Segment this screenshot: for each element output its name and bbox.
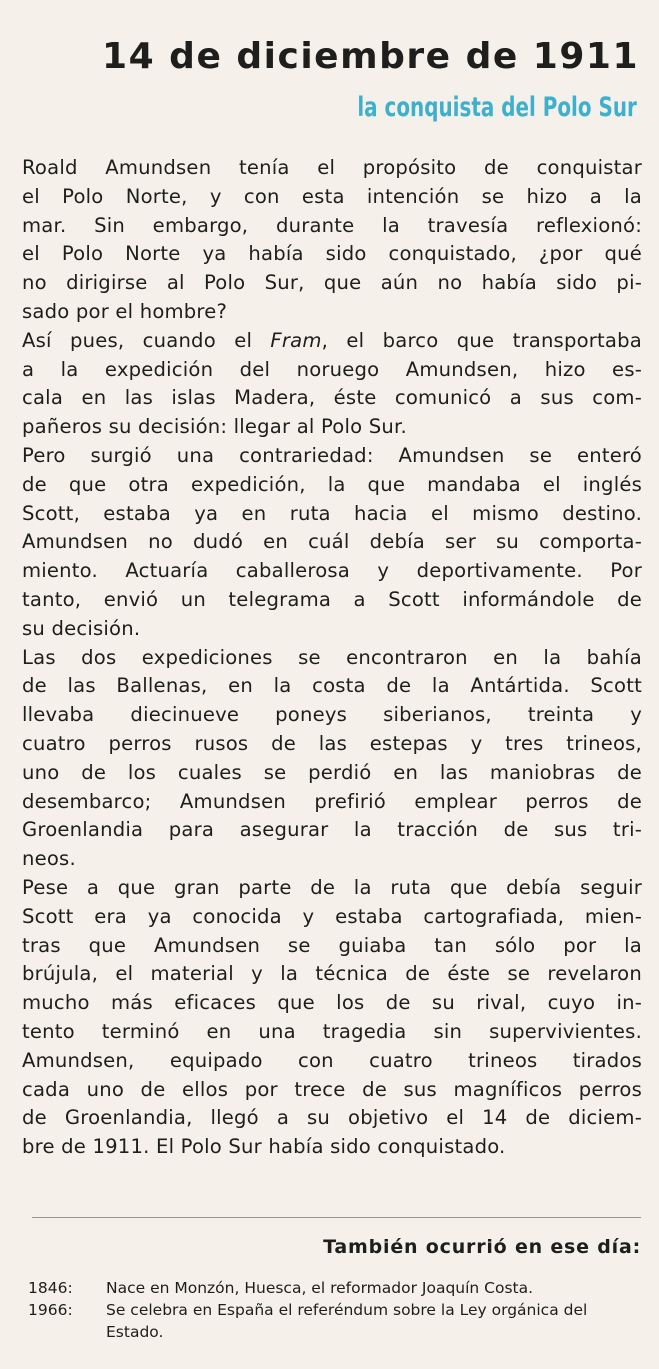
text-line: Pese a que gran parte de la ruta que debía seguir xyxy=(22,875,642,899)
text-line: Scott era ya conocida y estaba cartografiada, mien- xyxy=(22,904,642,928)
event-description: Nace en Monzón, Huesca, el reformador Joaquín Costa. xyxy=(106,1279,534,1297)
text-line: Amundsen, equipado con cuatro trineos tirados xyxy=(22,1048,642,1072)
text-line: cala en las islas Madera, éste comunicó a sus com- xyxy=(22,386,642,410)
paragraph xyxy=(22,874,642,1162)
page-title: 14 de diciembre de 1911 xyxy=(102,36,639,77)
event-description: Se celebra en España el referéndum sobre la Ley orgánica del Estado. xyxy=(106,1301,588,1341)
text-line: miento. Actuaría caballerosa y deportivamente. Por xyxy=(22,559,642,583)
events-list xyxy=(28,1277,648,1343)
text-line: tanto, envió un telegrama a Scott informándole de xyxy=(22,587,642,611)
paragraph xyxy=(22,154,642,327)
text-line: Pero surgió una contrariedad: Amundsen se enteró xyxy=(22,443,642,467)
text-line: brújula, el material y la técnica de éste se revelaron xyxy=(22,962,642,986)
text-line: el Polo Norte ya había sido conquistado, ¿por qué xyxy=(22,242,642,266)
text-line: de las Ballenas, en la costa de la Antártida. Scott xyxy=(22,674,642,698)
event-item xyxy=(28,1277,648,1299)
text-line: Groenlandia para asegurar la tracción de sus tri- xyxy=(22,818,642,842)
ship-name: Fram xyxy=(270,328,322,352)
event-item xyxy=(28,1299,648,1343)
text-line: cuatro perros rusos de las estepas y tres trineos, xyxy=(22,731,642,755)
text-line: Roald Amundsen tenía el propósito de conquistar xyxy=(22,156,642,179)
text-line: llevaba diecinueve poneys siberianos, treinta y xyxy=(22,703,642,727)
text-line: Así pues, cuando el Fram, el barco que transportaba xyxy=(22,328,642,352)
event-year: 1846: xyxy=(28,1279,73,1297)
text-line: Amundsen no dudó en cuál debía ser su comporta- xyxy=(22,530,642,554)
text-line: no dirigirse al Polo Sur, que aún no había sido pi- xyxy=(22,271,642,295)
text-line: Las dos expediciones se encontraron en la bahía xyxy=(22,645,642,669)
also-happened-heading: También ocurrió en ese día: xyxy=(323,1236,641,1258)
text-line: bre de 1911. El Polo Sur había sido conquistado. xyxy=(22,1135,506,1159)
text-line: neos. xyxy=(22,847,76,871)
text-line: tento terminó en una tragedia sin supervivientes. xyxy=(22,1019,642,1043)
text-line: mar. Sin embargo, durante la travesía reflexionó: xyxy=(22,213,642,237)
page-subtitle: la conquista del Polo Sur xyxy=(357,92,637,123)
article-body xyxy=(22,154,642,1162)
text-line: pañeros su decisión: llegar al Polo Sur. xyxy=(22,415,407,439)
text-line: uno de los cuales se perdió en las maniobras de xyxy=(22,760,642,784)
text-line: tras que Amundsen se guiaba tan sólo por la xyxy=(22,933,642,957)
event-year: 1966: xyxy=(28,1301,73,1319)
text-line: sado por el hombre? xyxy=(22,299,228,323)
paragraph xyxy=(22,644,642,874)
paragraph xyxy=(22,442,642,644)
paragraph xyxy=(22,327,642,442)
text-line: Scott, estaba ya en ruta hacia el mismo destino. xyxy=(22,501,642,525)
text-line: mucho más eficaces que los de su rival, cuyo in- xyxy=(22,991,642,1015)
text-line: desembarco; Amundsen prefirió emplear perros de xyxy=(22,789,642,813)
text-line: a la expedición del noruego Amundsen, hizo es- xyxy=(22,357,642,381)
divider xyxy=(32,1217,641,1218)
text-line: de que otra expedición, la que mandaba el inglés xyxy=(22,472,642,496)
text-line: su decisión. xyxy=(22,616,141,640)
text-line: el Polo Norte, y con esta intención se hizo a la xyxy=(22,184,642,208)
text-line: de Groenlandia, llegó a su objetivo el 14 de diciem- xyxy=(22,1106,642,1130)
text-line: cada uno de ellos por trece de sus magníficos perros xyxy=(22,1077,642,1101)
